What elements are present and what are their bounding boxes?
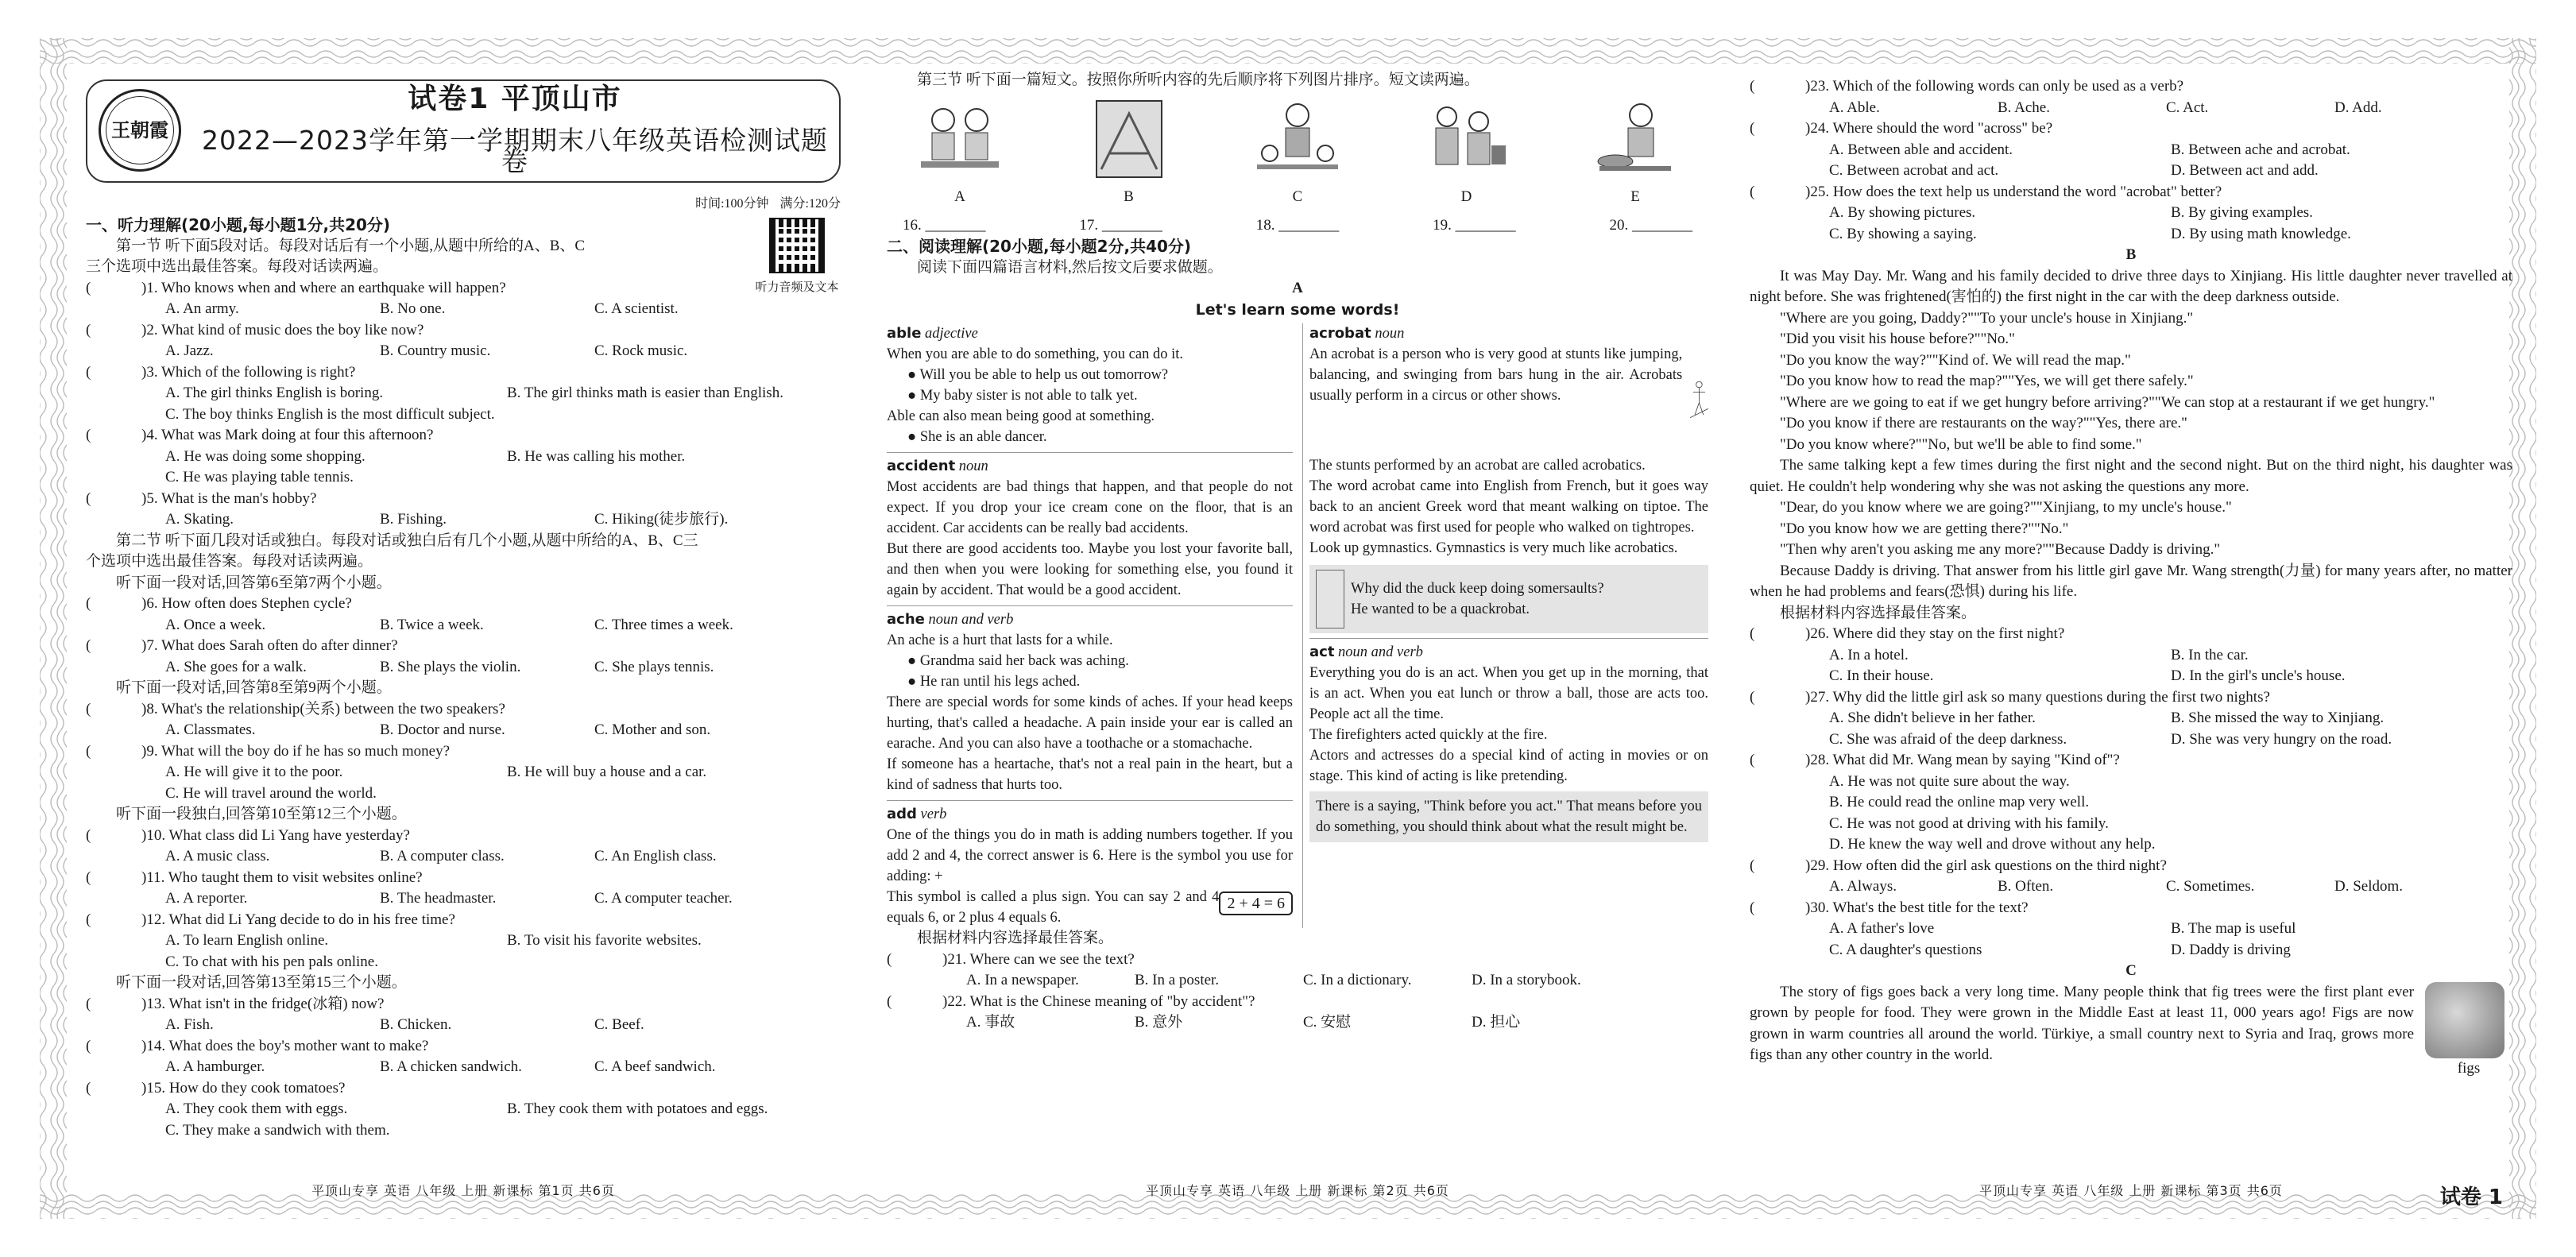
question-13: ( )13. What isn't in the fridge(冰箱) now? bbox=[86, 995, 385, 1012]
passage-b-p9: The same talking kept a few times during the first night and the second night. But on the third night, his daughter was quiet. He couldn't help wondering why she was not asking the questions any more. bbox=[1750, 457, 2512, 495]
options-12c: C. To chat with his pen pals online. bbox=[165, 953, 378, 970]
listening-pictures bbox=[887, 91, 1708, 211]
options-4c: C. He was playing table tennis. bbox=[165, 469, 354, 485]
options-10: A. A music class. B. A computer class. C. An English class. bbox=[165, 848, 717, 864]
question-25: ( )25. How does the text help us understand the word "acrobat" better? bbox=[1750, 183, 2222, 200]
answer-blanks-16-20 bbox=[887, 215, 1708, 237]
question-15: ( )15. How do they cook tomatoes? bbox=[86, 1079, 346, 1096]
options-12: A. To learn English online. B. To visit his favorite websites. bbox=[165, 932, 702, 949]
entry-able: able adjective When you are able to do something, you can do it. ● Will you be able to help us out tomorrow? ● My baby sister is not able to talk yet. Able can also mean being good at something. ● She is an able dancer. bbox=[887, 323, 1293, 447]
question-23: ( )23. Which of the following words can only be used as a verb? bbox=[1750, 78, 2184, 95]
options-15c: C. They make a sandwich with them. bbox=[165, 1121, 390, 1139]
options-15: A. They cook them with eggs. B. They cook them with potatoes and eggs. bbox=[165, 1100, 768, 1117]
page-3 bbox=[1750, 64, 2512, 1208]
question-5: ( )5. What is the man's hobby? bbox=[86, 489, 317, 507]
options-28c: C. He was not good at driving with his family. bbox=[1829, 814, 2109, 832]
title-box bbox=[86, 79, 841, 183]
exam-title: 试卷1 平顶山市 bbox=[408, 83, 622, 115]
qr-code[interactable] bbox=[753, 218, 841, 298]
passage-a-title: Let's learn some words! bbox=[1195, 300, 1400, 319]
picture-d: D bbox=[1418, 98, 1516, 211]
passage-a-letter: A bbox=[1292, 280, 1303, 296]
options-11: A. A reporter. B. The headmaster. C. A computer teacher. bbox=[165, 890, 733, 907]
entry-accident: accident noun Most accidents are bad things that happen, and that people do not expect. If you drop your ice cream cone on the floor, that is an accident. Car accidents can be really bad accidents. But there are good accidents too. Maybe you lost your favorite ball, and then when you were looking for something else, you found it again by accident. That would be a good accident. bbox=[887, 452, 1293, 601]
question-29: ( )29. How often did the girl ask questions on the third night? bbox=[1750, 857, 2167, 874]
question-21: ( )21. Where can we see the text? bbox=[887, 950, 1135, 968]
passage-b-p12: "Then why aren't you asking me any more?""Because Daddy is driving." bbox=[1780, 541, 2221, 558]
section-listening-heading: 一、听力理解(20小题,每小题1分,共20分) bbox=[86, 215, 391, 234]
options-28a: A. He was not quite sure about the way. bbox=[1829, 772, 2070, 790]
page-footer-1: 平顶山专享 英语 八年级 上册 新课标 第1页 共6页 bbox=[311, 1182, 615, 1198]
options-25cd: C. By showing a saying. D. By using math knowledge. bbox=[1829, 225, 2351, 242]
kids-playing-icon bbox=[1254, 98, 1341, 180]
picture-c: C bbox=[1248, 98, 1347, 211]
page-1 bbox=[86, 64, 841, 1208]
options-3c: C. The boy thinks English is the most difficult subject. bbox=[165, 405, 495, 423]
choose-instruction-a: 根据材料内容选择最佳答案。 bbox=[917, 930, 1114, 946]
question-22: ( )22. What is the Chinese meaning of "by accident"? bbox=[887, 992, 1255, 1010]
poster-icon bbox=[1085, 98, 1173, 180]
kids-reading-icon bbox=[916, 98, 1004, 180]
question-14: ( )14. What does the boy's mother want to make? bbox=[86, 1037, 429, 1054]
acrobat-icon bbox=[1690, 344, 1708, 455]
question-6: ( )6. How often does Stephen cycle? bbox=[86, 595, 352, 612]
plus-equation-box: 2 + 4 = 6 bbox=[1219, 892, 1293, 915]
passage-b-p13: Because Daddy is driving. That answer from his little girl gave Mr. Wang strength(力量) for many years after, no matter when he had problems and fears(恐惧) during his life. bbox=[1750, 562, 2512, 600]
logo-text: 王朝霞 bbox=[106, 96, 174, 164]
blank-20[interactable]: 20. ________ bbox=[1609, 216, 1692, 234]
figs-photo bbox=[2425, 982, 2504, 1058]
options-7: A. She goes for a walk. B. She plays the violin. C. She plays tennis. bbox=[165, 658, 714, 675]
passage-b-p4: "Do you know the way?""Kind of. We will read the map." bbox=[1780, 351, 2131, 369]
group-6-7: 听下面一段对话,回答第6至第7两个小题。 bbox=[116, 574, 392, 591]
exam-meta bbox=[86, 194, 841, 215]
options-29: A. Always. B. Often. C. Sometimes. D. Seldom. bbox=[1829, 878, 2404, 895]
saying-box: There is a saying, "Think before you act." That means before you do something, you should think about what the result might be. bbox=[1309, 791, 1708, 842]
dictionary-left-column bbox=[887, 323, 1293, 928]
passage-c bbox=[1750, 982, 2512, 1080]
duck-joke-box: Why did the duck keep doing somersaults? He wanted to be a quackrobat. bbox=[1309, 565, 1708, 633]
qr-code-icon bbox=[769, 218, 825, 273]
reading-intro: 阅读下面四篇语言材料,然后按文后要求做题。 bbox=[917, 258, 1223, 276]
options-22: A. 事故 B. 意外 C. 安慰 D. 担心 bbox=[966, 1014, 1521, 1031]
time-limit: 时间:100分钟 bbox=[695, 197, 769, 211]
options-28b: B. He could read the online map very well. bbox=[1829, 794, 2090, 810]
options-23: A. Able. B. Ache. C. Act. D. Add. bbox=[1829, 99, 2382, 116]
passage-b-p2: "Where are you going, Daddy?""To your uncle's house in Xinjiang." bbox=[1780, 309, 2194, 327]
exam-subtitle: 2022—2023学年第一学期期末八年级英语检测试题卷 bbox=[202, 125, 828, 177]
blank-17[interactable]: 17. ________ bbox=[1079, 216, 1162, 234]
part1-intro: 第一节 听下面5段对话。每段对话后有一个小题,从题中所给的A、B、C bbox=[116, 237, 586, 254]
passage-b-p7: "Do you know if there are restaurants on the way?""Yes, there are." bbox=[1780, 415, 2187, 431]
question-27: ( )27. Why did the little girl ask so many questions during the first two nights? bbox=[1750, 688, 2270, 706]
options-3: A. The girl thinks English is boring. B. The girl thinks math is easier than English. bbox=[165, 385, 783, 401]
choose-instruction-b: 根据材料内容选择最佳答案。 bbox=[1780, 604, 1977, 621]
passage-b-p5: "Do you know how to read the map?""Yes, we will get there safely." bbox=[1780, 373, 2194, 389]
options-27: A. She didn't believe in her father. B. She missed the way to Xinjiang. bbox=[1829, 710, 2385, 726]
question-9: ( )9. What will the boy do if he has so much money? bbox=[86, 742, 451, 760]
part3-intro: 第三节 听下面一篇短文。按照你所听内容的先后顺序将下列图片排序。短文读两遍。 bbox=[917, 72, 1479, 88]
passage-b-p10: "Dear, do you know where we are going?""Xinjiang, to my uncle's house." bbox=[1780, 499, 2232, 516]
question-26: ( )26. Where did they stay on the first night? bbox=[1750, 625, 2065, 642]
passage-b-letter: B bbox=[2125, 246, 2137, 263]
dictionary-columns bbox=[887, 323, 1708, 928]
options-5: A. Skating. B. Fishing. C. Hiking(徒步旅行). bbox=[165, 511, 729, 528]
options-13: A. Fish. B. Chicken. C. Beef. bbox=[165, 1016, 644, 1033]
question-11: ( )11. Who taught them to visit websites online? bbox=[86, 868, 423, 886]
blank-18[interactable]: 18. ________ bbox=[1255, 216, 1340, 234]
options-30cd: C. A daughter's questions D. Daddy is driving bbox=[1829, 941, 2291, 958]
passage-c-p1: The story of figs goes back a very long time. Many people think that fig trees were the first plant ever grown by people for food. They were grown in the Middle East at least 11, 000 years ago! Figs are now grown in warm countries all around the world. Türkiye, a small country next to Syria and Iraq, grows more figs than any other country in the world. bbox=[1750, 983, 2414, 1063]
picture-a: A bbox=[911, 98, 1009, 211]
group-10-12: 听下面一段独白,回答第10至第12三个小题。 bbox=[116, 806, 407, 822]
page-footer-3: 平顶山专享 英语 八年级 上册 新课标 第3页 共6页 bbox=[1979, 1182, 2283, 1198]
options-27cd: C. She was afraid of the deep darkness. D. She was very hungry on the road. bbox=[1829, 730, 2392, 748]
question-28: ( )28. What did Mr. Wang mean by saying "Kind of"? bbox=[1750, 752, 2120, 768]
figs-caption: figs bbox=[2457, 1059, 2481, 1077]
options-21: A. In a newspaper. B. In a poster. C. In a dictionary. D. In a storybook. bbox=[966, 972, 1581, 988]
options-8: A. Classmates. B. Doctor and nurse. C. Mother and son. bbox=[165, 721, 711, 738]
passage-b-p1: It was May Day. Mr. Wang and his family decided to drive three days to Xinjiang. His little daughter never travelled at night before. She was frightened(害怕的) the first night in the car with the deep darkness outside. bbox=[1750, 267, 2512, 305]
boy-cooking-icon bbox=[1592, 98, 1679, 180]
options-2: A. Jazz. B. Country music. C. Rock music. bbox=[165, 342, 688, 359]
options-25: A. By showing pictures. B. By giving examples. bbox=[1829, 204, 2313, 221]
passage-c-letter: C bbox=[2125, 962, 2137, 979]
page-2 bbox=[887, 64, 1708, 1208]
options-24: A. Between able and accident. B. Between ache and acrobat. bbox=[1829, 141, 2350, 158]
entry-ache: ache noun and verb An ache is a hurt that lasts for a while. ● Grandma said her back was aching. ● He ran until his legs ached. There are special words for some kinds of aches. If your head keeps hurting, that's called a headache. A pain inside your ear is called an earache. And you can also have a toothache or a stomachache. If someone has a heartache, that's not a real pain in the heart, but a kind of sadness that hurts too. bbox=[887, 605, 1293, 795]
question-30: ( )30. What's the best title for the text? bbox=[1750, 899, 2029, 916]
passage-b-p6: "Where are we going to eat if we get hungry before arriving?""We can stop at a restaurant if we get hungry." bbox=[1780, 393, 2435, 411]
dictionary-right-column bbox=[1302, 323, 1708, 928]
entry-act: act noun and verb Everything you do is an act. When you get up in the morning, that is an act. When you eat lunch or throw a ball, those are acts too. People act all the time. The firefighters acted quickly at the fire. Actors and actresses do a special kind of acting in movies or on stage. This kind of acting is like pretending. There is a saying, "Think before you act." That means before you do something, you should think about what the result might be. bbox=[1309, 638, 1708, 842]
passage-b-p8: "Do you know where?""No, but we'll be able to find some." bbox=[1780, 435, 2142, 453]
question-10: ( )10. What class did Li Yang have yesterday? bbox=[86, 826, 410, 844]
passage-b-p11: "Do you know how we are getting there?""No." bbox=[1780, 520, 2069, 537]
passage-b-p3: "Did you visit his house before?""No." bbox=[1780, 331, 2015, 347]
options-1: A. An army. B. No one. C. A scientist. bbox=[165, 300, 679, 317]
section-reading-heading: 二、阅读理解(20小题,每小题2分,共40分) bbox=[887, 237, 1192, 256]
question-8: ( )8. What's the relationship(关系) between the two speakers? bbox=[86, 700, 505, 717]
options-9: A. He will give it to the poor. B. He will buy a house and a car. bbox=[165, 764, 707, 780]
exam-number-tag: 试卷 1 bbox=[2439, 1185, 2503, 1209]
duck-icon bbox=[1316, 570, 1344, 628]
options-24cd: C. Between acrobat and act. D. Between act and add. bbox=[1829, 162, 2319, 179]
picture-b: B bbox=[1080, 98, 1178, 211]
group-8-9: 听下面一段对话,回答第8至第9两个小题。 bbox=[116, 679, 392, 696]
options-14: A. A hamburger. B. A chicken sandwich. C. A beef sandwich. bbox=[165, 1058, 716, 1075]
entry-acrobat: acrobat noun An acrobat is a person who is very good at stunts like jumping, balancing, and swinging from bars hung in the air. Acrobats usually perform in a circus or other shows. The stunts performed by an acrobat are called acrobatics. The word acrobat came into English from French, but it goes way back to an ancient Greek word that meant walking on tiptoe. The word acrobat was first used for people who walked on tightropes. Look up gymnastics. Gymnastics is very much like acrobatics. Why did the duck keep doing somersaults? He wanted to be a quackrobat. bbox=[1309, 323, 1708, 633]
question-3: ( )3. Which of the following is right? bbox=[86, 363, 356, 381]
options-4: A. He was doing some shopping. B. He was calling his mother. bbox=[165, 447, 686, 465]
question-24: ( )24. Where should the word "across" be? bbox=[1750, 120, 2053, 137]
blank-16[interactable]: 16. ________ bbox=[903, 216, 986, 234]
full-score: 满分:120分 bbox=[779, 197, 841, 211]
figs-image bbox=[2425, 982, 2512, 1080]
page-footer-2: 平顶山专享 英语 八年级 上册 新课标 第2页 共6页 bbox=[1146, 1182, 1449, 1198]
part2-intro: 第二节 听下面几段对话或独白。每段对话或独白后有几个小题,从题中所给的A、B、C三 bbox=[116, 532, 698, 549]
question-4: ( )4. What was Mark doing at four this afternoon? bbox=[86, 427, 434, 443]
publisher-logo bbox=[99, 89, 181, 172]
blank-19[interactable]: 19. ________ bbox=[1433, 216, 1516, 234]
question-7: ( )7. What does Sarah often do after dinner? bbox=[86, 637, 398, 654]
question-1: ( )1. Who knows when and where an earthquake will happen? bbox=[86, 279, 506, 296]
options-30: A. A father's love B. The map is useful bbox=[1829, 920, 2296, 937]
options-28d: D. He knew the way well and drove without any help. bbox=[1829, 836, 2156, 853]
options-6: A. Once a week. B. Twice a week. C. Three times a week. bbox=[165, 616, 733, 633]
group-13-15: 听下面一段对话,回答第13至第15三个小题。 bbox=[116, 974, 407, 991]
question-12: ( )12. What did Li Yang decide to do in his free time? bbox=[86, 911, 455, 928]
question-2: ( )2. What kind of music does the boy like now? bbox=[86, 321, 424, 338]
options-26: A. In a hotel. B. In the car. bbox=[1829, 646, 2249, 663]
options-26cd: C. In their house. D. In the girl's uncle's house. bbox=[1829, 667, 2346, 684]
family-icon bbox=[1423, 98, 1510, 180]
qr-caption: 听力音频及文本 bbox=[755, 280, 839, 294]
picture-e: E bbox=[1586, 98, 1684, 211]
options-9c: C. He will travel around the world. bbox=[165, 784, 377, 802]
part2-intro-2: 个选项中选出最佳答案。每段对话读两遍。 bbox=[86, 553, 373, 570]
entry-add: add verb One of the things you do in math is adding numbers together. If you add 2 and 4, the correct answer is 6. Here is the symbol you use for adding: + 2 + 4 = 6 This symbol is called a plus sign. You can say 2 and 4 equals 6, or 2 plus 4 equals 6. bbox=[887, 800, 1293, 928]
part1-intro-2: 三个选项中选出最佳答案。每段对话读两遍。 bbox=[86, 258, 389, 275]
